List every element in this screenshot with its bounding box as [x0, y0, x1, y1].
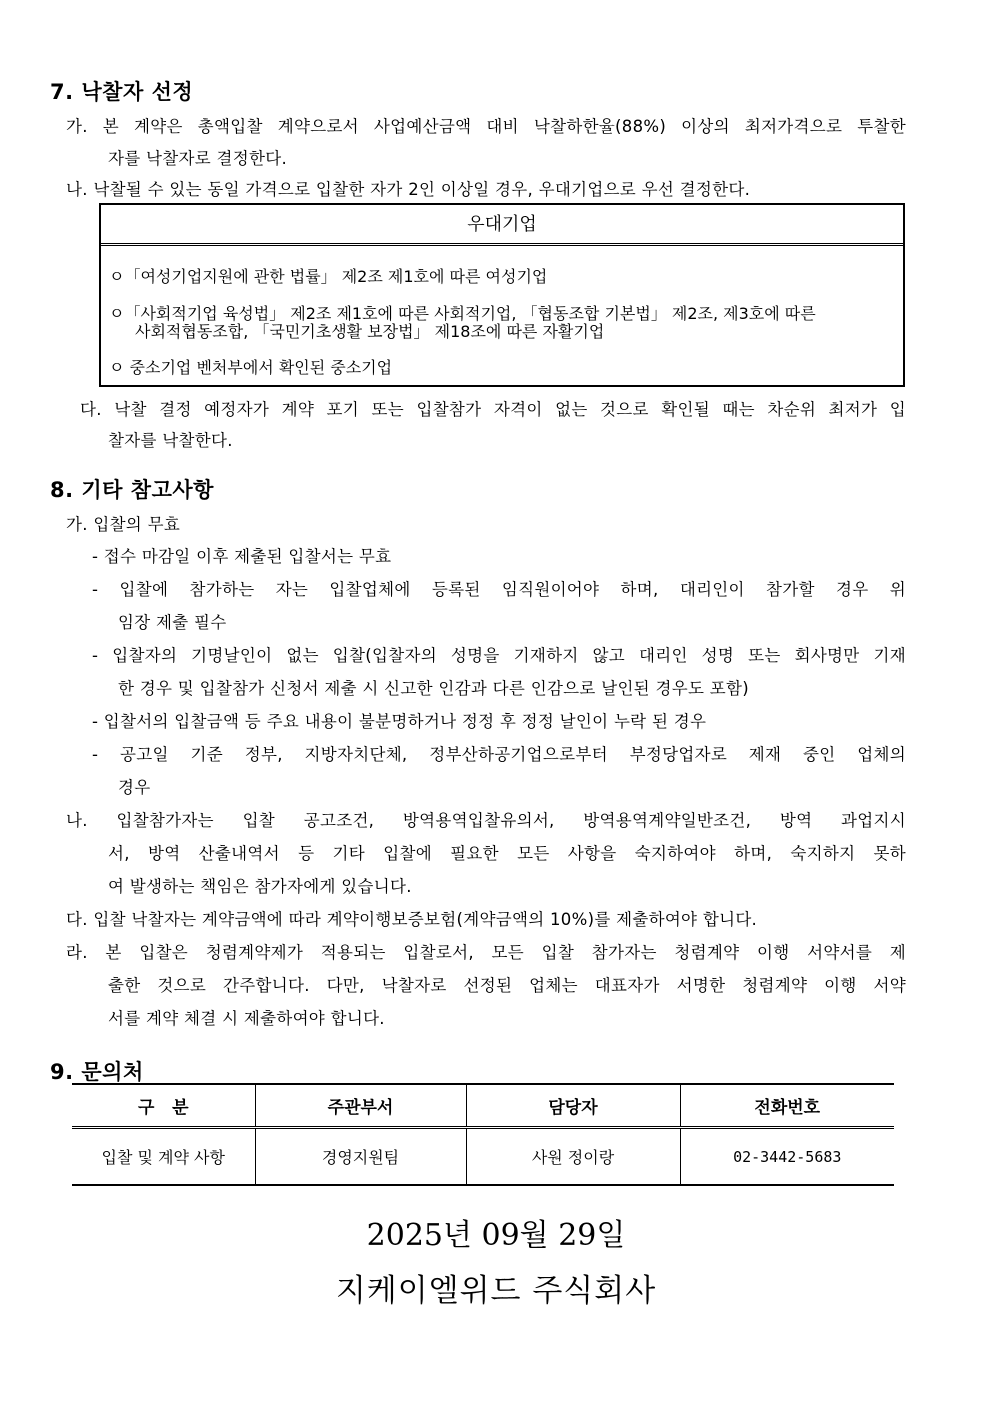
s8-bullet-2b: 임장 제출 필수	[118, 613, 227, 632]
section-9-title: 9. 문의처	[50, 1060, 144, 1084]
s8-na-line2: 서, 방역 산출내역서 등 기타 입찰에 필요한 모든 사항을 숙지하여야 하며, 숙지하지 못하	[108, 844, 906, 863]
header-category: 구 분	[72, 1084, 255, 1128]
s8-bullet-4: - 입찰서의 입찰금액 등 주요 내용이 불분명하거나 정정 후 정정 날인이 누락 된 경우	[92, 712, 707, 731]
preferred-company-box	[99, 203, 905, 387]
header-department: 주관부서	[255, 1084, 466, 1128]
cell-contact-person: 사원 정이랑	[466, 1128, 680, 1186]
preferred-item-1: ㅇ「여성기업지원에 관한 법률」 제2조 제1호에 따른 여성기업	[109, 267, 548, 286]
s8-ra-line1: 라. 본 입찰은 청렴계약제가 적용되는 입찰로서, 모든 입찰 참가자는 청렴계약 이행 서약서를 제	[66, 943, 906, 962]
section-7-title: 7. 낙찰자 선정	[50, 80, 194, 104]
s8-ga-line: 가. 입찰의 무효	[66, 515, 181, 534]
preferred-item-2b: 사회적협동조합, 「국민기초생활 보장법」 제18조에 따른 자활기업	[135, 322, 605, 341]
s7-na-line: 나. 낙찰될 수 있는 동일 가격으로 입찰한 자가 2인 이상일 경우, 우대기업으로 우선 결정한다.	[66, 180, 751, 199]
cell-phone: 02-3442-5683	[680, 1128, 894, 1186]
document-date: 2025년 09월 29일	[366, 1218, 626, 1253]
preferred-box-title: 우대기업	[101, 205, 903, 246]
company-name: 지케이엘위드 주식회사	[335, 1273, 657, 1309]
section-8-title: 8. 기타 참고사항	[50, 478, 214, 502]
s8-bullet-3a: - 입찰자의 기명날인이 없는 입찰(입찰자의 성명을 기재하지 않고 대리인 성명 또는 회사명만 기재	[92, 646, 906, 665]
s8-bullet-5a: - 공고일 기준 정부, 지방자치단체, 정부산하공기업으로부터 부정당업자로 제재 중인 업체의	[92, 745, 906, 764]
s8-da-line: 다. 입찰 낙찰자는 계약금액에 따라 계약이행보증보험(계약금액의 10%)를 제출하여야 합니다.	[66, 910, 758, 929]
s8-bullet-2a: - 입찰에 참가하는 자는 입찰업체에 등록된 임직원이어야 하며, 대리인이 참가할 경우 위	[92, 580, 906, 599]
s8-ra-line2: 출한 것으로 간주합니다. 다만, 낙찰자로 선정된 업체는 대표자가 서명한 청렴계약 이행 서약	[108, 976, 906, 995]
s8-ra-line3: 서를 계약 체결 시 제출하여야 합니다.	[108, 1009, 385, 1028]
preferred-item-2a: ㅇ「사회적기업 육성법」 제2조 제1호에 따른 사회적기업, 「협동조합 기본법」 제2조, 제3호에 따른	[109, 304, 816, 323]
s7-ga-line1: 가. 본 계약은 총액입찰 계약으로서 사업예산금액 대비 낙찰하한율(88%) 이상의 최저가격으로 투찰한	[66, 117, 906, 136]
s8-bullet-3b: 한 경우 및 입찰참가 신청서 제출 시 신고한 인감과 다른 인감으로 날인된 경우도 포함)	[118, 679, 749, 698]
s8-bullet-5b: 경우	[118, 778, 151, 797]
s8-bullet-1: - 접수 마감일 이후 제출된 입찰서는 무효	[92, 547, 392, 566]
s8-na-line3: 여 발생하는 책임은 참가자에게 있습니다.	[108, 877, 412, 896]
contact-table-header-row	[72, 1084, 894, 1128]
preferred-item-3: ㅇ 중소기업 벤처부에서 확인된 중소기업	[109, 358, 393, 377]
s8-na-line1: 나. 입찰참가자는 입찰 공고조건, 방역용역입찰유의서, 방역용역계약일반조건, 방역 과업지시	[66, 811, 906, 830]
header-contact-person: 담당자	[466, 1084, 680, 1128]
s7-ga-line2: 자를 낙찰자로 결정한다.	[108, 149, 288, 168]
s7-da-line1: 다. 낙찰 결정 예정자가 계약 포기 또는 입찰참가 자격이 없는 것으로 확인될 때는 차순위 최저가 입	[80, 400, 906, 419]
cell-department: 경영지원팀	[255, 1128, 466, 1186]
table-row	[72, 1128, 894, 1186]
contact-table	[72, 1083, 894, 1186]
s7-da-line2: 찰자를 낙찰한다.	[108, 431, 233, 450]
cell-category: 입찰 및 계약 사항	[72, 1128, 255, 1186]
header-phone: 전화번호	[680, 1084, 894, 1128]
